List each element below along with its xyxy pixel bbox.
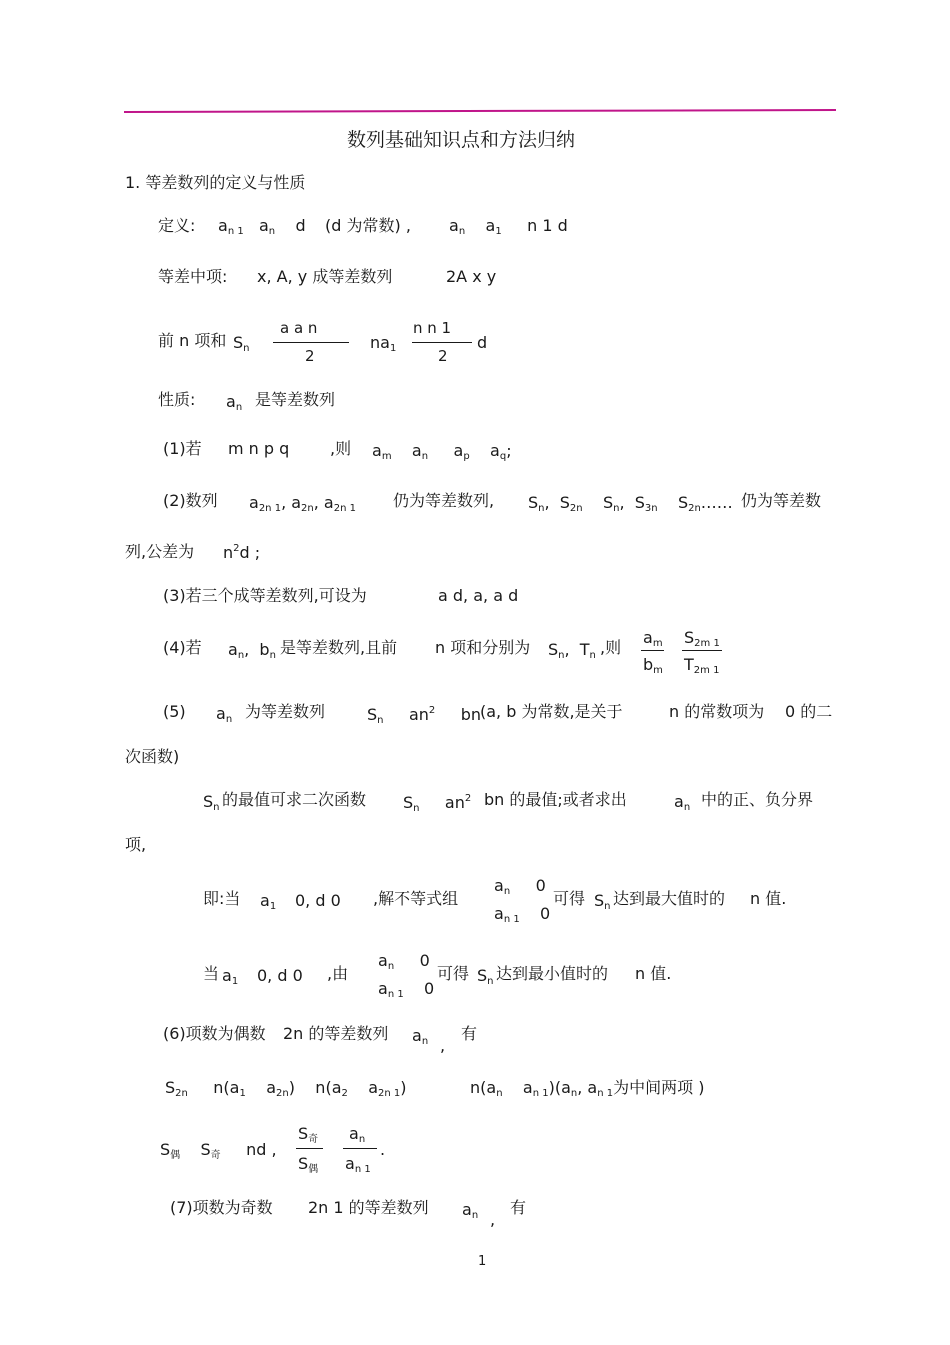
max-case-row2: $a_{n 1}$ 0 [494, 904, 551, 925]
page-title: 数列基础知识点和方法归纳 [347, 129, 576, 151]
property6-text: 2n 的等差数列 [283, 1024, 389, 1043]
property1-then: ,则 [330, 439, 352, 458]
sum-fraction1-numerator: a a n [280, 319, 318, 337]
min-case-tail: 可得 [437, 964, 470, 983]
max-case-text: ,解不等式组 [373, 889, 459, 908]
max-case-a1: $a_1$ [260, 891, 277, 912]
property5-line3-eq: $S_n$ $an^2$ [403, 793, 472, 814]
properties-label: 性质: [158, 390, 196, 409]
property6-period: . [380, 1140, 386, 1159]
property1-condition: m n p q [228, 439, 290, 458]
property6-frac1-numerator: $S_奇$ [298, 1124, 319, 1145]
property7-sequence: $a_n$ [462, 1200, 479, 1221]
definition-note: (d 为常数) , [325, 216, 411, 235]
property2-text: 仍为等差数列, [393, 491, 495, 510]
property6-frac1-denominator: $S_偶$ [298, 1154, 319, 1175]
property3-text: a d, a, a d [438, 586, 519, 605]
property6-frac2-denominator: $a_{n 1}$ [345, 1154, 371, 1175]
sum-d: d [477, 333, 488, 352]
definition-general-term: $a_n$ $a_1$ n 1 d [449, 216, 568, 237]
properties-sequence: $a_n$ [226, 392, 243, 413]
property4-text2: n 项和分别为 [435, 638, 531, 657]
property6-eq1: $S_{2n}$ $n(a_1$ $a_{2n}$) $n(a_2$ $a_{2n 1}$) [165, 1078, 407, 1099]
page-number: 1 [478, 1254, 487, 1269]
property2-label: (2)数列 [163, 491, 218, 510]
property5-line2: 次函数) [125, 747, 180, 766]
property1-label: (1)若 [163, 439, 202, 458]
min-case-a1: $a_1$ [222, 966, 239, 987]
property4-text1: 是等差数列,且前 [280, 638, 398, 657]
min-case-sn: $S_n$ [477, 966, 494, 987]
property4-label: (4)若 [163, 638, 202, 657]
max-case-tail2: 达到最大值时的 [613, 889, 726, 908]
min-case-row1: $a_n$ 0 [378, 951, 430, 972]
property2-sequence: $a_{2n 1}$, $a_{2n}$, $a_{2n 1}$ [249, 493, 356, 514]
property5-sequence: $a_n$ [216, 704, 233, 725]
property5-line3a: 的最值可求二次函数 [222, 790, 367, 809]
min-case-label: 当 [203, 964, 220, 983]
property4-frac1-numerator: $a_m$ [643, 628, 663, 649]
property7-text: 2n 1 的等差数列 [308, 1198, 429, 1217]
property5-text2: (a, b 为常数,是关于 [480, 702, 623, 721]
property5-text4: 0 的二 [785, 702, 833, 721]
property5-line4: 项, [125, 835, 147, 854]
property5-text1: 为等差数列 [245, 702, 326, 721]
min-case-tail2: 达到最小值时的 [496, 964, 609, 983]
min-case-condition: 0, d 0 [257, 966, 303, 985]
property6-eq2: $S_偶$ $S_奇$ nd , [160, 1140, 277, 1161]
property5-line3b: bn 的最值;或者求出 [484, 790, 627, 809]
max-case-nval: n 值. [750, 889, 787, 908]
sum-fraction2-bar [412, 342, 472, 343]
property6-sequence: $a_n$ [412, 1026, 429, 1047]
max-case-sn: $S_n$ [594, 891, 611, 912]
property7-comma: , [490, 1210, 496, 1229]
property5-line3-an: $a_n$ [674, 792, 691, 813]
property6-you: 有 [461, 1024, 478, 1043]
property6-label: (6)项数为偶数 [163, 1024, 266, 1043]
property5-sn: $S_n$ [203, 792, 220, 813]
max-case-label: 即:当 [203, 889, 241, 908]
property6-eq1-mid: $n(a_n$ $a_{n 1})(a_n$, $a_{n 1}$为中间两项 ) [470, 1078, 705, 1099]
property5-line3c: 中的正、负分界 [701, 790, 814, 809]
sum-fraction2-numerator: n n 1 [413, 319, 452, 337]
max-case-row1: $a_n$ 0 [494, 876, 546, 897]
sum-symbol: $S_n$ [233, 333, 250, 354]
property7-you: 有 [510, 1198, 527, 1217]
property4-frac2-numerator: $S_{2m 1}$ [684, 628, 720, 649]
max-case-condition: 0, d 0 [295, 891, 341, 910]
sum-fraction1-bar [273, 342, 349, 343]
property1-result: $a_m$ $a_n$ $a_p$ $a_q$; [372, 441, 512, 462]
middle-term-label: 等差中项: [158, 267, 228, 286]
section-heading: 1. 等差数列的定义与性质 [125, 173, 306, 192]
property3-label: (3)若三个成等差数列,可设为 [163, 586, 367, 605]
middle-term-text: x, A, y 成等差数列 [257, 267, 393, 286]
property6-frac2-bar [343, 1148, 377, 1149]
property4-frac1-denominator: $b_m$ [643, 655, 663, 676]
sum-na-term: $na_1$ [370, 333, 397, 354]
property2-common-difference: $n^2d$ ; [223, 543, 261, 562]
property2-line2: 列,公差为 [125, 542, 195, 561]
max-case-tail: 可得 [553, 889, 586, 908]
property2-tail: 仍为等差数 [741, 491, 822, 510]
property4-frac2-bar [682, 650, 722, 651]
property7-label: (7)项数为奇数 [170, 1198, 273, 1217]
property6-frac2-numerator: $a_n$ [349, 1124, 366, 1145]
definition-formula: $a_{n 1}$ $a_n$ d [218, 216, 306, 237]
property2-sums: $S_n$, $S_{2n}$ $S_n$, $S_{3n}$ $S_{2n}\dots\dots$ [528, 493, 733, 514]
sum-fraction1-denominator: 2 [305, 347, 315, 365]
property4-then: ,则 [600, 638, 622, 657]
min-case-row2: $a_{n 1}$ 0 [378, 979, 435, 1000]
min-case-text: ,由 [327, 964, 349, 983]
sum-fraction2-denominator: 2 [438, 347, 448, 365]
property6-comma: , [440, 1036, 446, 1055]
property4-frac2-denominator: $T_{2m 1}$ [684, 655, 720, 676]
property5-equation: $S_n$ $an^2$ bn [367, 705, 481, 726]
property6-frac1-bar [296, 1148, 323, 1149]
property5-text3: n 的常数项为 [669, 702, 765, 721]
properties-text: 是等差数列 [255, 390, 336, 409]
property4-sums: $S_n$, $T_n$ [548, 640, 596, 661]
property4-frac1-bar [641, 650, 664, 651]
middle-term-equation: 2A x y [446, 267, 497, 286]
min-case-nval: n 值. [635, 964, 672, 983]
property5-label: (5) [163, 702, 186, 721]
sum-label: 前 n 项和 [158, 331, 227, 350]
header-rule [124, 109, 836, 113]
property4-sequences: $a_n$, $b_n$ [228, 640, 276, 661]
definition-label: 定义: [158, 216, 196, 235]
